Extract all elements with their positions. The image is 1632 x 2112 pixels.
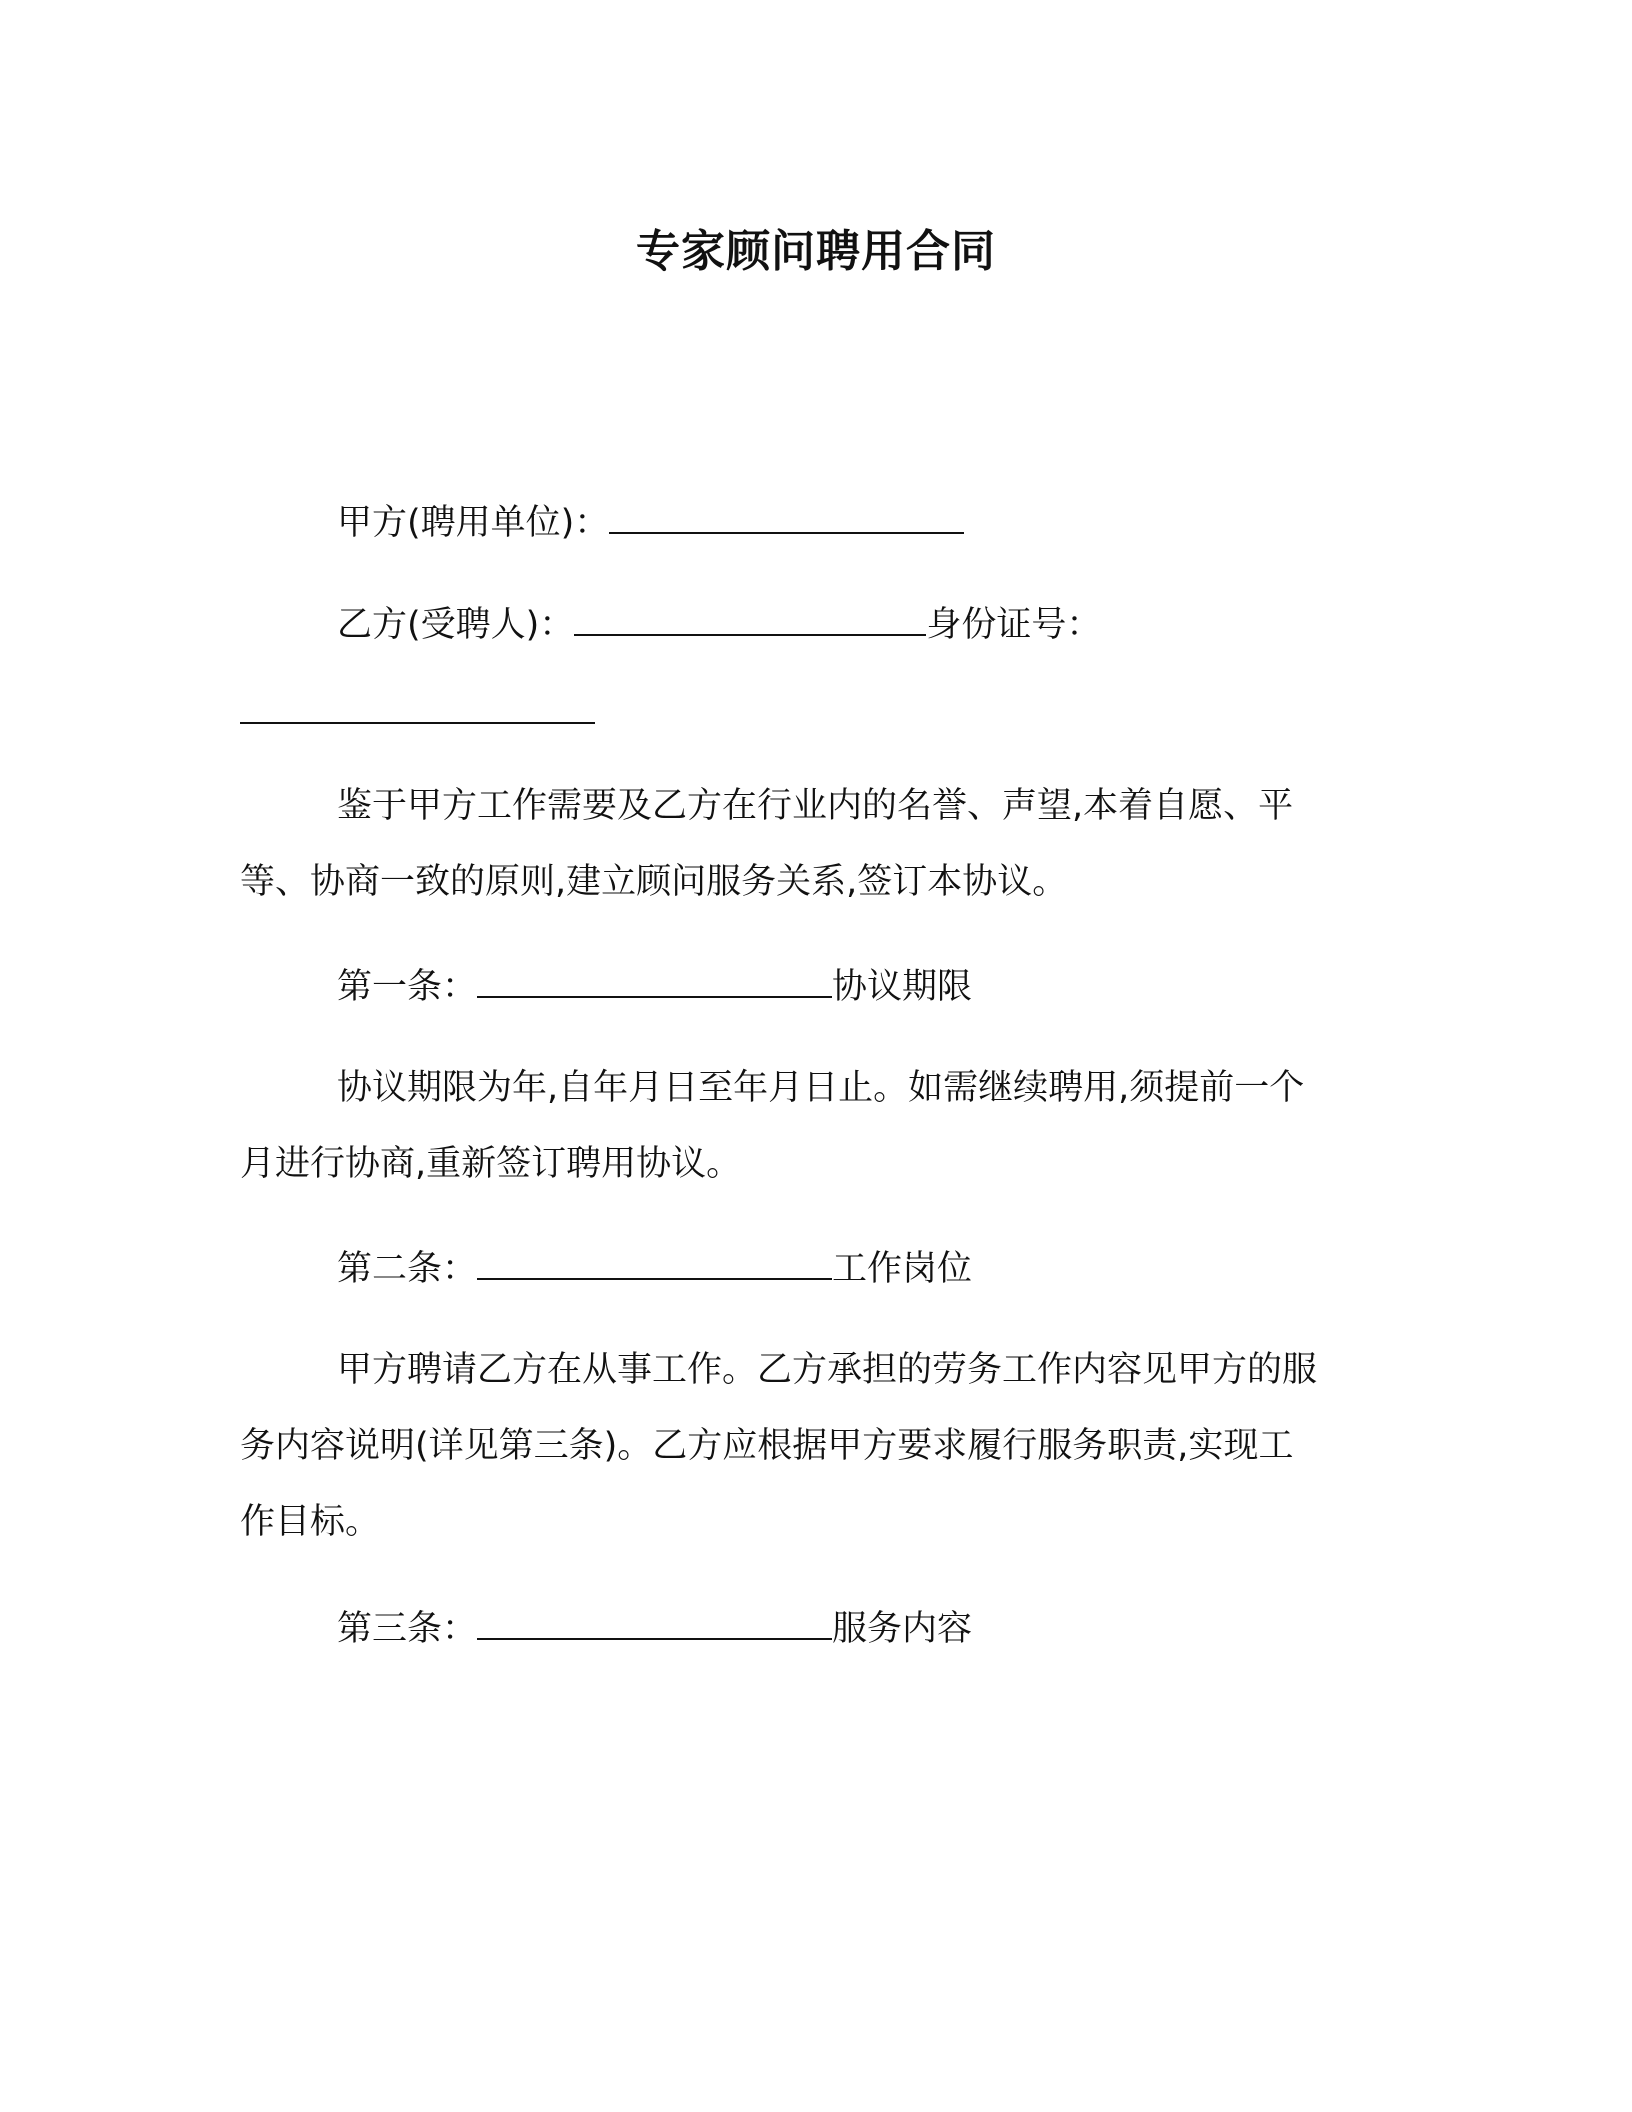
article-2-body-line-1: 甲方聘请乙方在从事工作。乙方承担的劳务工作内容见甲方的服 [337,1350,1318,1390]
article-1-blank [477,960,832,998]
article-1-body-line-1: 协议期限为年,自年月日至年月日止。如需继续聘用,须提前一个 [337,1068,1305,1108]
article-2-prefix: 第二条： [337,1249,478,1289]
party-b-name-blank [574,598,926,636]
party-a-line [240,496,1517,547]
article-1-heading [240,960,1517,1011]
preamble-line-2: 等、协商一致的原则,建立顾问服务关系,签订本协议。 [240,862,1068,902]
document-title: 专家顾问聘用合同 [636,226,996,277]
article-2-blank [477,1242,832,1280]
party-b-id-line [240,686,1420,737]
party-b-id-label: 身份证号： [926,605,1102,645]
article-2-heading [240,1242,1517,1293]
article-2-suffix: 工作岗位 [832,1249,973,1289]
party-a-blank [609,496,964,534]
article-1-prefix: 第一条： [337,967,478,1007]
party-b-line [240,598,1517,649]
article-2-body-line-3: 作目标。 [240,1502,381,1542]
article-1-suffix: 协议期限 [832,967,973,1007]
article-3-suffix: 服务内容 [832,1609,973,1649]
party-b-id-blank [240,686,595,724]
preamble-line-1: 鉴于甲方工作需要及乙方在行业内的名誉、声望,本着自愿、平 [337,786,1294,826]
party-b-label: 乙方(受聘人)： [337,605,575,645]
article-3-heading [240,1602,1517,1653]
article-3-prefix: 第三条： [337,1609,478,1649]
article-1-body-line-2: 月进行协商,重新签订聘用协议。 [240,1144,742,1184]
article-3-blank [477,1602,832,1640]
party-a-label: 甲方(聘用单位)： [337,503,610,543]
article-2-body-line-2: 务内容说明(详见第三条)。乙方应根据甲方要求履行服务职责,实现工 [240,1426,1294,1466]
